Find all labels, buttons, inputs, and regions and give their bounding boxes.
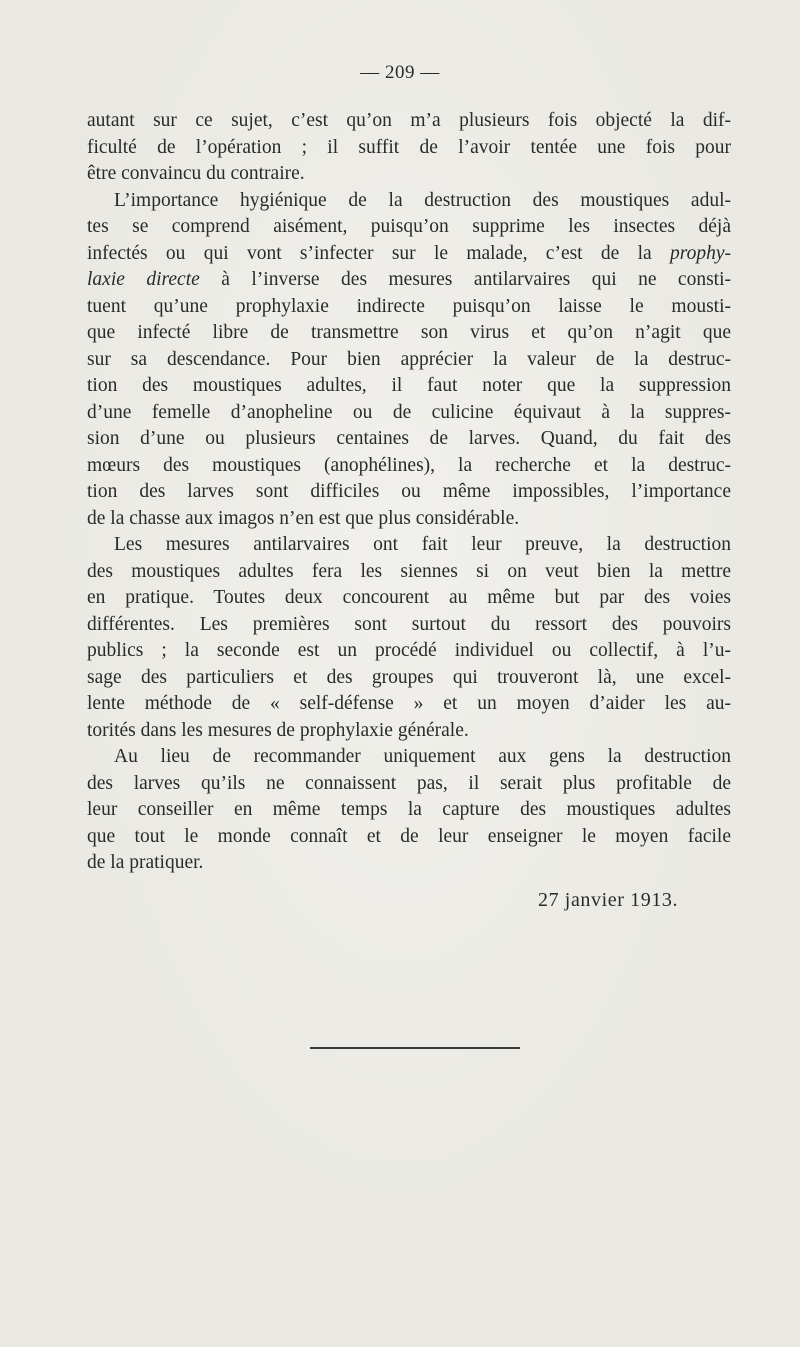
text-line — [87, 506, 731, 533]
line-text: tion des larves sont difficiles ou même impossibles, l’importance — [87, 481, 731, 502]
text-line — [87, 294, 731, 321]
italic-phrase: laxie directe — [87, 269, 200, 290]
italic-phrase: prophy- — [669, 242, 731, 264]
line-text: différentes. Les premières sont surtout du ressort des pouvoirs — [87, 613, 731, 635]
text-line — [87, 161, 731, 188]
text-line — [87, 453, 731, 480]
line-text: que infecté libre de transmettre son virus et qu’on n’agit que — [87, 322, 731, 343]
text-line — [87, 638, 731, 665]
page-number: — 209 — — [360, 62, 440, 83]
line-text: à l’inverse des mesures antilarvaires qui ne consti- — [199, 269, 732, 290]
text-line — [87, 400, 731, 427]
line-text: infectés ou qui vont s’infecter sur le malade, c’est de la — [87, 242, 670, 264]
text-line — [87, 347, 731, 374]
date-line: 27 janvier 1913. — [538, 889, 679, 911]
text-line — [87, 426, 731, 453]
text-line — [87, 612, 731, 639]
section-divider — [310, 1047, 520, 1049]
line-text: sur sa descendance. Pour bien apprécier la valeur de la destruc- — [87, 348, 731, 370]
text-line — [87, 744, 731, 771]
text-line — [87, 241, 731, 268]
text-line — [87, 850, 731, 877]
text-line — [87, 532, 731, 559]
text-line — [87, 585, 731, 612]
text-line — [87, 267, 731, 294]
line-text: lente méthode de « self-défense » et un moyen d’aider les au- — [87, 693, 731, 714]
text-line — [87, 373, 731, 400]
line-text: mœurs des moustiques (anophélines), la recherche et la destruc- — [87, 454, 731, 476]
line-text: leur conseiller en même temps la capture des moustiques adultes — [87, 799, 731, 820]
body-text — [87, 108, 731, 877]
text-line — [87, 479, 731, 506]
text-line — [87, 691, 731, 718]
text-line — [87, 188, 731, 215]
line-text: Les mesures antilarvaires ont fait leur preuve, la destruction — [114, 534, 731, 555]
line-text: torités dans les mesures de prophylaxie générale. — [87, 719, 469, 741]
line-text: en pratique. Toutes deux concourent au même but par des voies — [87, 587, 731, 608]
line-text: des larves qu’ils ne connaissent pas, il serait plus profitable de — [87, 772, 731, 794]
line-text: autant sur ce sujet, c’est qu’on m’a plusieurs fois objecté la dif- — [87, 110, 731, 131]
line-text: que tout le monde connaît et de leur enseigner le moyen facile — [87, 825, 731, 847]
line-text: publics ; la seconde est un procédé individuel ou collectif, à l’u- — [87, 640, 731, 661]
text-line — [87, 771, 731, 798]
line-text: tuent qu’une prophylaxie indirecte puisqu’on laisse le mousti- — [87, 295, 731, 317]
text-line — [87, 320, 731, 347]
line-text: L’importance hygiénique de la destruction des moustiques adul- — [114, 189, 731, 211]
text-line — [87, 559, 731, 586]
line-text: tion des moustiques adultes, il faut noter que la suppression — [87, 375, 731, 396]
line-text: ficulté de l’opération ; il suffit de l’avoir tentée une fois pour — [87, 136, 731, 158]
text-line — [87, 718, 731, 745]
text-line — [87, 214, 731, 241]
text-line — [87, 135, 731, 162]
line-text: de la chasse aux imagos n’en est que plus considérable. — [87, 507, 520, 529]
line-text: Au lieu de recommander uniquement aux gens la destruction — [114, 746, 731, 767]
text-line — [87, 797, 731, 824]
line-text: de la pratiquer. — [87, 852, 204, 873]
line-text: sage des particuliers et des groupes qui trouveront là, une excel- — [87, 666, 731, 688]
line-text: sion d’une ou plusieurs centaines de larves. Quand, du fait des — [87, 428, 731, 449]
text-line — [87, 108, 731, 135]
text-line — [87, 665, 731, 692]
line-text: tes se comprend aisément, puisqu’on supprime les insectes déjà — [87, 216, 731, 237]
text-line — [87, 824, 731, 851]
line-text: être convaincu du contraire. — [87, 163, 305, 184]
line-text: des moustiques adultes fera les siennes si on veut bien la mettre — [87, 560, 731, 582]
line-text: d’une femelle d’anopheline ou de culicine équivaut à la suppres- — [87, 401, 731, 423]
